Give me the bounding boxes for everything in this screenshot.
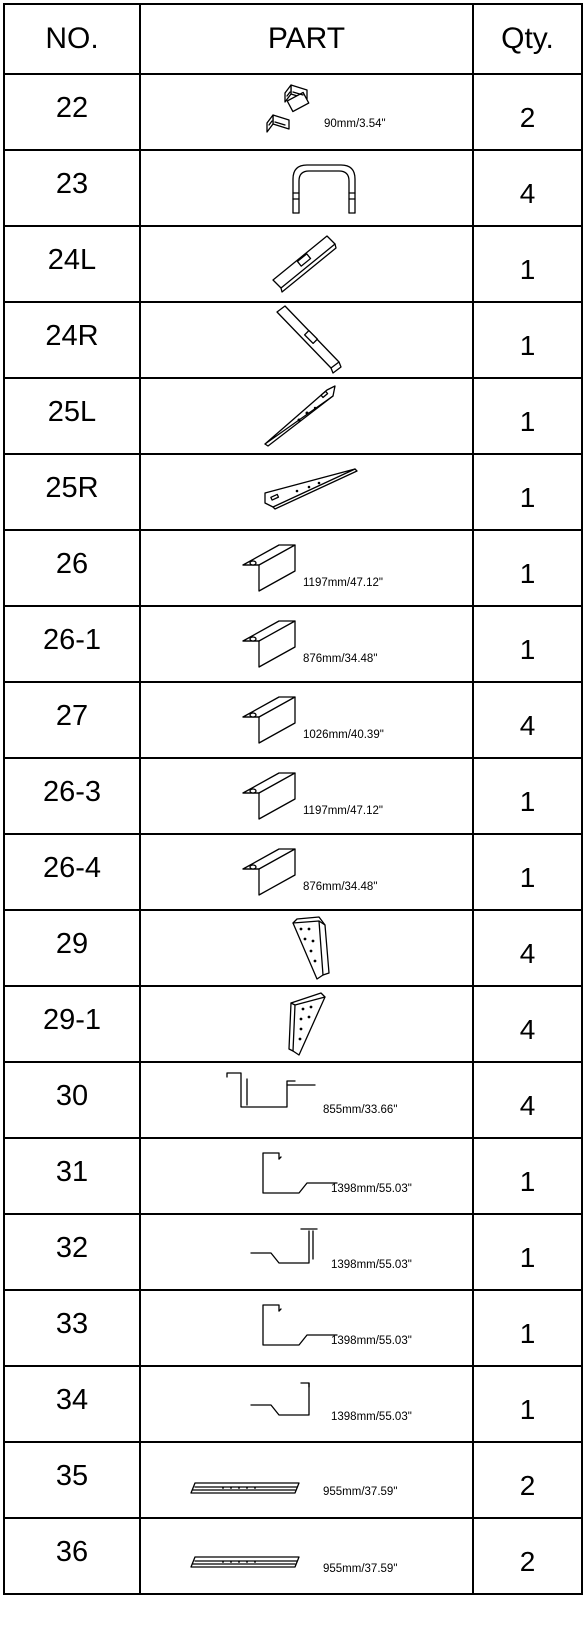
part-number: 24R [45, 319, 99, 352]
part-number: 25R [45, 471, 99, 504]
angle-rail-icon [239, 769, 305, 825]
flat-rail-icon [187, 1553, 303, 1573]
part-quantity: 1 [519, 1242, 536, 1273]
part-dimension: 876mm/34.48" [303, 881, 378, 893]
table-row [4, 758, 582, 834]
part-quantity: 1 [519, 482, 536, 513]
part-number: 34 [55, 1383, 89, 1416]
part-number: 31 [55, 1155, 89, 1188]
corner-bracket-icon [287, 915, 335, 985]
right-plate-icon [269, 304, 345, 376]
part-cell [140, 682, 473, 758]
table-header-row [4, 4, 582, 74]
part-cell [140, 1062, 473, 1138]
part-number: 35 [55, 1459, 89, 1492]
part-cell [140, 1442, 473, 1518]
part-number: 24L [47, 243, 97, 276]
part-number: 32 [55, 1231, 89, 1264]
part-cell [140, 378, 473, 454]
left-brace-icon [261, 382, 343, 450]
part-cell [140, 74, 473, 150]
part-number: 26 [55, 547, 89, 580]
part-quantity: 1 [519, 1394, 536, 1425]
part-quantity: 1 [519, 558, 536, 589]
table-row [4, 1442, 582, 1518]
part-number: 26-1 [42, 623, 102, 656]
part-dimension: 1398mm/55.03" [331, 1335, 412, 1347]
part-number: 27 [55, 699, 89, 732]
parts-table [3, 3, 583, 1595]
part-cell [140, 758, 473, 834]
right-brace-icon [261, 463, 361, 513]
tube-connector-icon [263, 81, 327, 137]
table-row [4, 378, 582, 454]
angle-rail-icon [239, 845, 305, 901]
part-cell [140, 1366, 473, 1442]
part-quantity: 1 [519, 786, 536, 817]
part-dimension: 876mm/34.48" [303, 653, 378, 665]
part-cell [140, 986, 473, 1062]
part-number: 22 [55, 91, 89, 124]
part-number: 26-4 [42, 851, 102, 884]
part-cell [140, 150, 473, 226]
part-quantity: 4 [519, 1090, 536, 1121]
part-cell [140, 1290, 473, 1366]
part-cell [140, 910, 473, 986]
part-dimension: 1197mm/47.12" [303, 577, 383, 589]
part-cell [140, 834, 473, 910]
part-quantity: 4 [519, 938, 536, 969]
table-row [4, 682, 582, 758]
part-dimension: 1398mm/55.03" [331, 1259, 412, 1271]
part-cell [140, 454, 473, 530]
part-quantity: 2 [519, 1470, 536, 1501]
part-number: 29 [55, 927, 89, 960]
table-row [4, 910, 582, 986]
table-row [4, 986, 582, 1062]
left-plate-icon [269, 230, 343, 296]
part-quantity: 1 [519, 406, 536, 437]
part-number: 23 [55, 167, 89, 200]
part-number: 26-3 [42, 775, 102, 808]
table-row [4, 74, 582, 150]
part-dimension: 1026mm/40.39" [303, 729, 384, 741]
part-quantity: 1 [519, 1318, 536, 1349]
part-dimension: 955mm/37.59" [323, 1563, 398, 1575]
header-part: PART [140, 4, 473, 74]
table-row [4, 454, 582, 530]
table-row [4, 1366, 582, 1442]
part-quantity: 1 [519, 634, 536, 665]
part-dimension: 955mm/37.59" [323, 1486, 398, 1498]
header-no: NO. [4, 4, 140, 74]
angle-rail-icon [239, 693, 305, 749]
part-number: 29-1 [42, 1003, 102, 1036]
corner-bracket-icon [285, 991, 333, 1061]
table-row [4, 530, 582, 606]
part-cell [140, 606, 473, 682]
flat-rail-icon [187, 1479, 303, 1499]
part-quantity: 1 [519, 862, 536, 893]
part-number: 36 [55, 1535, 89, 1568]
part-cell [140, 302, 473, 378]
table-row [4, 226, 582, 302]
part-quantity: 4 [519, 178, 536, 209]
part-quantity: 1 [519, 330, 536, 361]
hat-channel-icon [223, 1071, 323, 1115]
part-quantity: 1 [519, 254, 536, 285]
part-number: 33 [55, 1307, 89, 1340]
table-row [4, 1138, 582, 1214]
part-dimension: 855mm/33.66" [323, 1104, 398, 1116]
table-row [4, 302, 582, 378]
part-quantity: 4 [519, 1014, 536, 1045]
part-dimension: 90mm/3.54" [324, 118, 386, 130]
table-row [4, 150, 582, 226]
angle-rail-icon [239, 541, 305, 597]
part-dimension: 1398mm/55.03" [331, 1411, 412, 1423]
table-row [4, 1518, 582, 1594]
part-cell [140, 530, 473, 606]
table-row [4, 606, 582, 682]
part-quantity: 2 [519, 102, 536, 133]
part-dimension: 1398mm/55.03" [331, 1183, 412, 1195]
part-quantity: 4 [519, 710, 536, 741]
angle-rail-icon [239, 617, 305, 673]
table-row [4, 1214, 582, 1290]
part-cell [140, 1518, 473, 1594]
table-row [4, 1290, 582, 1366]
table-row [4, 834, 582, 910]
part-quantity: 2 [519, 1546, 536, 1577]
part-number: 25L [47, 395, 97, 428]
part-cell [140, 1138, 473, 1214]
table-row [4, 1062, 582, 1138]
part-cell [140, 226, 473, 302]
part-cell [140, 1214, 473, 1290]
part-number: 30 [55, 1079, 89, 1112]
part-dimension: 1197mm/47.12" [303, 805, 383, 817]
header-qty: Qty. [473, 4, 582, 74]
u-bolt-icon [285, 159, 365, 219]
part-quantity: 1 [519, 1166, 536, 1197]
